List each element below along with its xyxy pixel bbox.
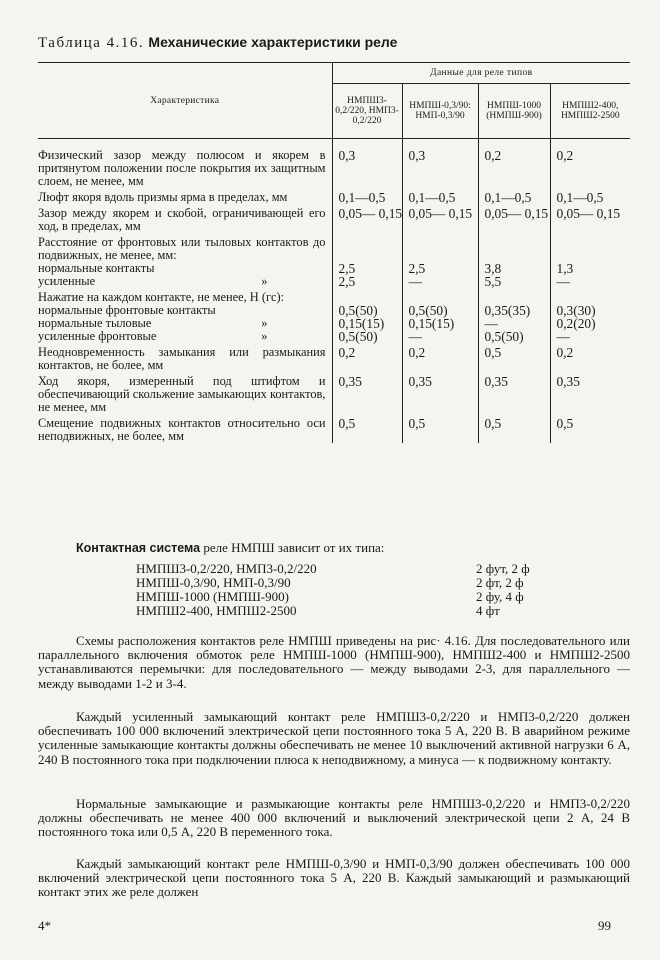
contact-system-section (76, 540, 636, 618)
relay-name: НМПШ2-400, НМПШ2-2500 (136, 603, 297, 618)
contact-system-lead-text: реле НМПШ зависит от их типа: (203, 540, 385, 555)
value-cell: 0,35 (550, 372, 630, 414)
value-cell: — (478, 317, 550, 330)
table-row (38, 372, 630, 414)
value-cell (550, 233, 630, 262)
value-cell: 0,2 (332, 343, 402, 372)
ditto-mark: » (261, 329, 268, 343)
value-cell: 0,35 (402, 372, 478, 414)
value-cell: 0,2 (550, 343, 630, 372)
row-label: Смещение подвижных контактов относительно оси неподвижных, не более, мм (38, 416, 326, 443)
row-label-text: нормальные тыловые (38, 316, 152, 330)
value-cell: 0,5 (332, 414, 402, 443)
value-cell: 0,1—0,5 (402, 188, 478, 204)
value-cell (478, 233, 550, 262)
table-row (38, 262, 630, 275)
value-cell: 0,1—0,5 (550, 188, 630, 204)
value-cell: 2,5 (402, 262, 478, 275)
row-label: нормальные фронтовые контакты (38, 303, 216, 317)
row-label (38, 330, 332, 343)
value-cell: 0,5(50) (332, 304, 402, 317)
value-cell: 0,3 (402, 139, 478, 189)
paragraph-3 (38, 797, 630, 840)
row-label (38, 275, 332, 288)
paragraph-1-text: Схемы расположения контактов реле НМПШ приведены на рис· 4.16. Для последовательного или параллельного включения обмоток реле НМПШ-1000 (НМПШ-900), НМПШ2-400 и НМПШ2-2500 устанавливаются перемычки: для последовательного — между выводами 2-3, для параллельного — между выводами 1-2 и 3-4. (38, 633, 630, 691)
characteristics-table (38, 62, 630, 443)
column-header-type-3: НМПШ-1000 (НМПШ-900) (478, 84, 550, 139)
row-label: Расстояние от фронтовых или тыловых контактов до подвижных, не менее, мм: (38, 235, 326, 262)
value-cell: 0,05— 0,15 (332, 204, 402, 233)
value-cell: 0,2(20) (550, 317, 630, 330)
column-header-type-1: НМПШ3-0,2/220, НМП3-0,2/220 (332, 84, 402, 139)
value-cell: 0,35 (332, 372, 402, 414)
column-group-header: Данные для реле типов (332, 63, 630, 84)
value-cell: 0,15(15) (402, 317, 478, 330)
value-cell: 0,1—0,5 (332, 188, 402, 204)
value-cell: 0,5(50) (332, 330, 402, 343)
relay-name: НМПШ-0,3/90, НМП-0,3/90 (136, 575, 291, 590)
value-cell: 2,5 (332, 275, 402, 288)
contact-row (76, 576, 636, 590)
table-row (38, 343, 630, 372)
value-cell: 0,3(30) (550, 304, 630, 317)
paragraph-2 (38, 710, 630, 767)
table-row (38, 233, 630, 262)
row-label: Физический зазор между полюсом и якорем в притянутом положении после покрытия их защитным слоем, не менее, мм (38, 148, 326, 188)
ditto-mark: » (261, 316, 268, 330)
value-cell: 0,2 (402, 343, 478, 372)
value-cell: — (550, 275, 630, 288)
column-header-characteristic: Характеристика (38, 63, 332, 139)
table-row (38, 139, 630, 189)
contact-row (76, 604, 636, 618)
value-cell: 3,8 (478, 262, 550, 275)
value-cell (550, 288, 630, 304)
contact-row (76, 562, 636, 576)
value-cell: 0,5 (478, 343, 550, 372)
paragraph-4-text: Каждый замыкающий контакт реле НМПШ-0,3/90 и НМП-0,3/90 должен обеспечивать 100 000 включений электрической цепи постоянного тока 5 А, 220 В. Каждый замыкающий и размыкающий контакт этих же реле должен (38, 856, 630, 900)
table-row (38, 275, 630, 288)
row-label: Нажатие на каждом контакте, не менее, Н (гс): (38, 290, 285, 304)
value-cell (332, 288, 402, 304)
value-cell: 0,2 (550, 139, 630, 189)
value-cell (332, 233, 402, 262)
contact-system-list (76, 562, 636, 618)
signature-mark: 4* (38, 918, 51, 933)
value-cell: 0,5(50) (402, 304, 478, 317)
relay-name: НМПШ-1000 (НМПШ-900) (136, 589, 289, 604)
value-cell: 0,5 (402, 414, 478, 443)
table-number: Таблица 4.16. (38, 35, 145, 51)
value-cell: 5,5 (478, 275, 550, 288)
value-cell: 0,35(35) (478, 304, 550, 317)
page-number: 99 (598, 918, 611, 933)
value-cell: 0,05— 0,15 (402, 204, 478, 233)
row-label-text: усиленные фронтовые (38, 329, 157, 343)
row-label: Люфт якоря вдоль призмы ярма в пределах, мм (38, 190, 288, 204)
value-cell: 0,05— 0,15 (550, 204, 630, 233)
contact-type: 2 фу, 4 ф (476, 589, 524, 604)
table-row (38, 414, 630, 443)
table-row (38, 204, 630, 233)
value-cell: 0,5(50) (478, 330, 550, 343)
value-cell: 0,1—0,5 (478, 188, 550, 204)
row-label: Ход якоря, измеренный под штифтом и обеспечивающий скольжение замыкающих контактов, не менее, мм (38, 374, 326, 414)
value-cell: 0,3 (332, 139, 402, 189)
paragraph-3-text: Нормальные замыкающие и размыкающие контакты реле НМПШ3-0,2/220 и НМП3-0,2/220 должны обеспечивать не менее 400 000 включений и выключений электрической цепи 2 А, 24 В постоянного тока или 0,5 А, 220 В переменного тока. (38, 796, 630, 840)
relay-name: НМПШ3-0,2/220, НМП3-0,2/220 (136, 561, 317, 576)
value-cell: — (550, 330, 630, 343)
table-row (38, 288, 630, 304)
value-cell: 1,3 (550, 262, 630, 275)
value-cell: 0,15(15) (332, 317, 402, 330)
value-cell: 0,2 (478, 139, 550, 189)
contact-type: 2 фут, 2 ф (476, 561, 530, 576)
contact-type: 4 фт (476, 603, 500, 618)
row-label: нормальные контакты (38, 261, 155, 275)
table-body (38, 139, 630, 444)
value-cell: — (402, 330, 478, 343)
column-header-type-2: НМПШ-0,3/90: НМП-0,3/90 (402, 84, 478, 139)
contact-system-heading: Контактная система (76, 541, 201, 555)
paragraph-4 (38, 857, 630, 900)
paragraph-1 (38, 634, 630, 691)
value-cell: 0,5 (478, 414, 550, 443)
value-cell: 2,5 (332, 262, 402, 275)
value-cell (402, 288, 478, 304)
value-cell: 0,5 (550, 414, 630, 443)
ditto-mark: » (261, 274, 268, 288)
contact-row (76, 590, 636, 604)
column-header-type-4: НМПШ2-400, НМПШ2-2500 (550, 84, 630, 139)
value-cell (402, 233, 478, 262)
row-label-text: усиленные (38, 274, 96, 288)
table-caption (38, 34, 397, 52)
row-label: Неодновременность замыкания или размыкания контактов, не более, мм (38, 345, 326, 372)
table-row (38, 330, 630, 343)
value-cell: 0,35 (478, 372, 550, 414)
table-row (38, 188, 630, 204)
row-label: Зазор между якорем и скобой, ограничивающей его ход, в пределах, мм (38, 206, 326, 233)
paragraph-2-text: Каждый усиленный замыкающий контакт реле НМПШ3-0,2/220 и НМП3-0,2/220 должен обеспечивать 100 000 включений электрической цепи постоянного тока 5 А, 220 В. В аварийном режиме усиленные замыкающие контакты должны обеспечивать не менее 10 выключений активной нагрузки 6 А, 240 В постоянного тока при подключении плюса к неподвижному, а минуса — к подвижному контакту. (38, 709, 630, 767)
characteristics-table-wrap (38, 62, 630, 443)
value-cell: 0,05— 0,15 (478, 204, 550, 233)
contact-system-lead (76, 540, 636, 556)
table-title: Механические характеристики реле (148, 34, 398, 50)
value-cell: — (402, 275, 478, 288)
contact-type: 2 фт, 2 ф (476, 575, 524, 590)
value-cell (478, 288, 550, 304)
